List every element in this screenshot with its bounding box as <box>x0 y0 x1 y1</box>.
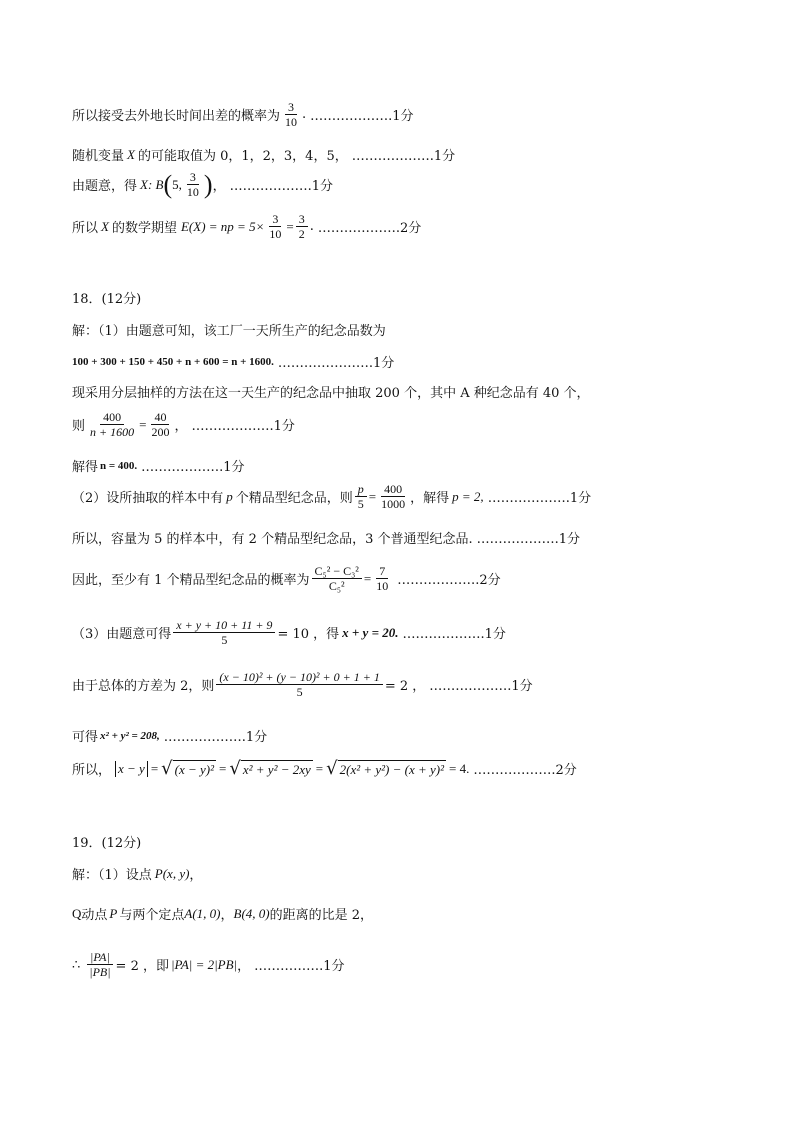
line-sample-composition: 所以，容量为 5 的样本中，有 2 个精品型纪念品，3 个普通型纪念品. ……………….1分 <box>72 528 580 547</box>
sqrt: √ (x − y)² <box>161 758 215 779</box>
score: ……………….1分 <box>141 460 245 475</box>
score: ……………….1分 <box>310 109 414 124</box>
line-expectation: 所以 X 的数学期望 E(X) = np = 5× $\frac{3}{10}$ = $\frac{3}{2}$ . ……………….2分 <box>72 212 422 241</box>
question-19-title: 19．(12分) <box>72 836 142 851</box>
line-proportion: 则 $\frac{400}{n + 1600}$ = $\frac{40}{200}$ ， ……………….1分 <box>72 410 295 439</box>
fraction: $\frac{\text{(x − 10)² + (y − 10)² + 0 + 1 + 1}}{5}$ <box>216 670 382 699</box>
score: ……………….1分 <box>229 179 334 194</box>
line-pa-pb-relation: ∴ $\frac{|PA|}{|PB|}$ = 2 ，即 |PA| = 2|PB| ， …………….1分 <box>72 950 345 979</box>
line-prob-outside: 所以接受去外地长时间出差的概率为 $\frac{3}{10}$ . ……………….1分 <box>72 100 414 129</box>
abs-value: x − y <box>115 761 148 777</box>
line-solve-n: 解得 n = 400. ……………….1分 <box>72 456 245 475</box>
score: ……………….1分 <box>163 730 268 745</box>
fraction: $\frac{3}{10}$ <box>285 100 298 129</box>
sqrt: √ x² + y² − 2xy <box>229 758 311 779</box>
score: ………………….1分 <box>277 356 395 371</box>
fraction: $\frac{40}{200}$ <box>151 410 170 439</box>
line-random-var: 随机变量 X 的可能取值为 0，1，2，3，4，5， ……………….1分 <box>72 146 456 164</box>
fraction: $\frac{400}{1000}$ <box>381 482 406 511</box>
fraction: $\frac{400}{n + 1600}$ <box>90 410 135 439</box>
line-sampling: 现采用分层抽样的方法在这一天生产的纪念品中抽取 200 个，其中 A 种纪念品有 40 个， <box>72 386 590 401</box>
line-q18-intro: 解：（1）由题意可知，该工厂一天所生产的纪念品数为 <box>72 324 386 339</box>
sqrt: √ 2(x² + y²) − (x + y)² <box>326 758 445 779</box>
line-prob-at-least-one: 因此，至少有 1 个精品型纪念品的概率为 $\frac{\text{C₅² − C₃²}}{\text{C₅²}}$ = $\frac{7}{10}$ ……………….2分 <box>72 564 501 593</box>
score: ……………….1分 <box>487 491 592 506</box>
math-var: X <box>127 146 135 162</box>
score: ……………….1分 <box>351 149 456 164</box>
score: ……………….1分 <box>402 627 506 642</box>
line-binomial: 由题意，得 X : B ( 5, $\frac{3}{10}$ ) ， ……………….1分 <box>72 169 334 199</box>
score: ……………….1分 <box>476 532 581 547</box>
fraction: $\frac{7}{10}$ <box>376 564 389 593</box>
text: 所以接受去外地长时间出差的概率为 <box>72 109 281 124</box>
score: …………….1分 <box>254 959 345 974</box>
score: ……………….2分 <box>397 573 501 588</box>
line-part2-setup: （2）设所抽取的样本中有 p 个精品型纪念品，则 $\frac{p}{5}$ = $\frac{400}{1000}$ ，解得 p = 2, ……………….1分 <box>72 482 592 511</box>
fraction: $\frac{3}{10}$ <box>269 212 282 241</box>
score: ……………….2分 <box>317 221 422 236</box>
score: ……………….1分 <box>429 679 533 694</box>
line-abs-difference: 所以， x − y = √ (x − y)² = √ x² + y² − 2xy = √ 2(x² + y²) − (x + y)² = 4. ……………….2分 <box>72 758 577 779</box>
line-sum-squares: 可得 x² + y² = 208, ……………….1分 <box>72 726 267 745</box>
fraction: $\frac{|PA|}{|PB|}$ <box>86 950 113 979</box>
fraction: $\frac{\text{C₅² − C₃²}}{\text{C₅²}}$ <box>312 564 362 593</box>
score: ……………….1分 <box>191 419 295 434</box>
fraction: $\frac{p}{5}$ <box>355 482 367 511</box>
line-total-count: 100 + 300 + 150 + 450 + n + 600 = n + 1600. ………………….1分 <box>72 352 394 371</box>
line-mean-equation: （3）由题意可得 $\frac{x + y + 10 + 11 + 9}{5}$ = 10 ，得 x + y = 20. ……………….1分 <box>72 618 506 647</box>
line-q19-setup: 解：（1）设点 P(x, y) ， <box>72 865 203 883</box>
fraction: $\frac{3}{2}$ <box>296 212 308 241</box>
score: ……………….2分 <box>473 763 577 778</box>
line-distance-ratio: Q 动点 P 与两个定点 A(1, 0) ， B(4, 0) 的距离的比是 2， <box>72 905 374 923</box>
line-variance-equation: 由于总体的方差为 2，则 $\frac{\text{(x − 10)² + (y − 10)² + 0 + 1 + 1}}{5}$ = 2 ， ……………….1分 <box>72 670 533 699</box>
question-18-title: 18．(12分) <box>72 292 142 307</box>
fraction: $\frac{3}{10}$ <box>186 170 199 199</box>
fraction: $\frac{x + y + 10 + 11 + 9}{5}$ <box>173 618 275 647</box>
